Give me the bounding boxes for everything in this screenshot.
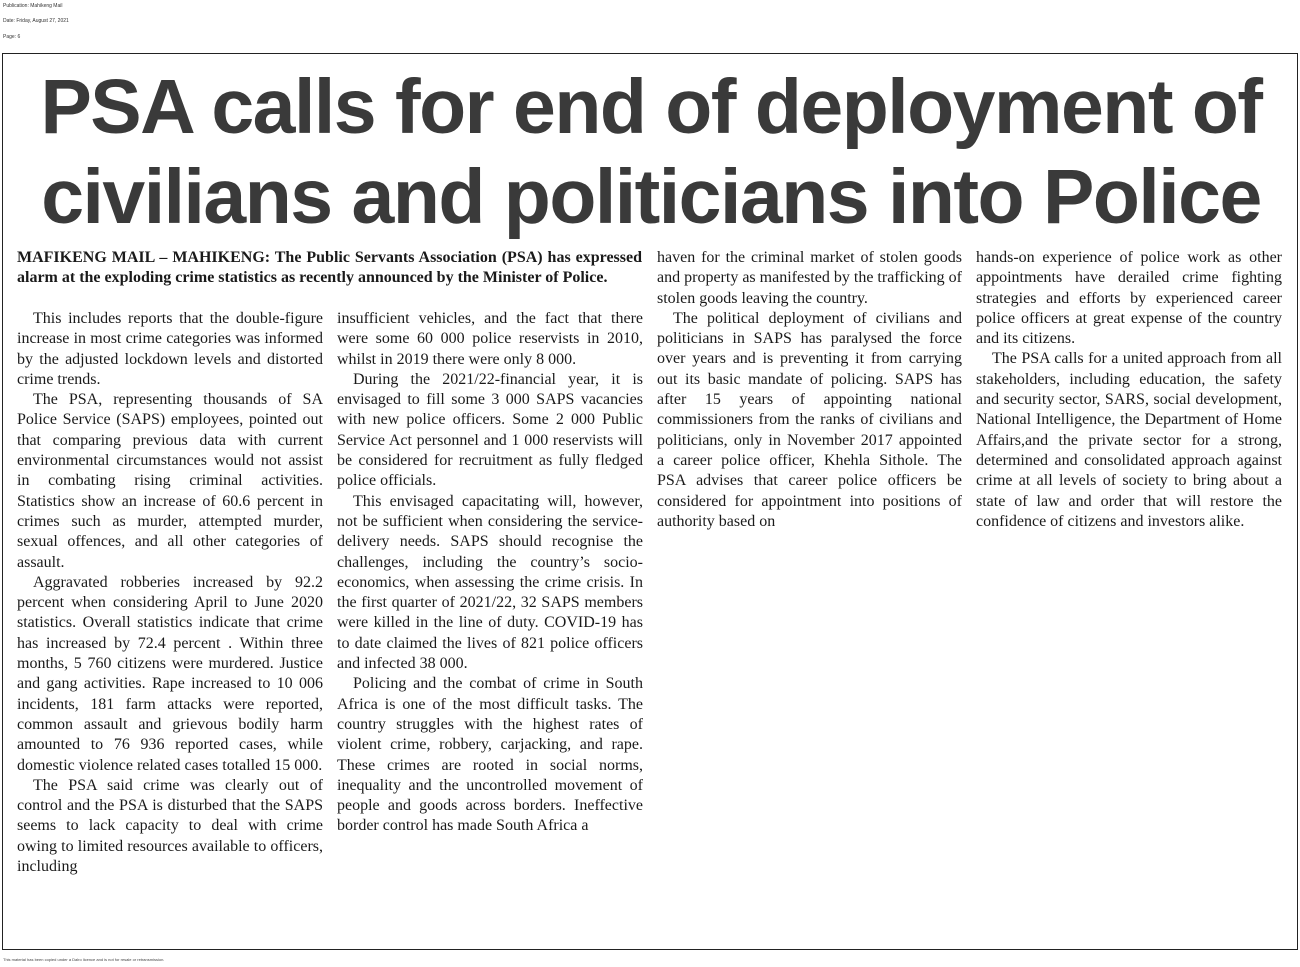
paragraph: The PSA calls for a united approach from all stakeholders, including education, the safety and security sector, SARS, social development, National Intelligence, the Department of Home Affairs,and the private sector for a strong, determined and consolidated approach against crime at all levels of society to bring about a state of law and order that will restore the confidence of citizens and investors alike. [976,350,1282,530]
paragraph: Aggravated robberies increased by 92.2 percent when considering April to June 2020 statistics. Overall statistics indicate that crime has increased by 72.4 percent . Within three months, 5 760 citizens were murdered. Justice and gang activities. Rape increased to 10 006 incidents, 181 farm attacks were reported, common assault and grievous bodily harm amounted to 76 936 reported cases, while domestic violence related cases totalled 15 000. [17,573,323,774]
column-2 [337,309,643,941]
column-3 [657,248,962,943]
article-body [17,248,1283,948]
paragraph: The PSA said crime was clearly out of control and the PSA is disturbed that the SAPS seems to lack capacity to deal with crime owing to limited resources available to officers, including [17,776,323,876]
column-1 [17,309,323,877]
publication-label: Publication: Mahikeng Mail [3,3,63,9]
paragraph-continued: haven for the criminal market of stolen goods and property as manifested by the trafficking of stolen goods leaving the country. [657,249,962,307]
paragraph: This envisaged capacitating will, however, not be sufficient when considering the service-delivery needs. SAPS should recognise the challenges, including the country’s socio-economics, when assessing the crime crisis. In the first quarter of 2021/22, 32 SAPS members were killed in the line of duty. COVID-19 has to date claimed the lives of 821 police officers and infected 38 000. [337,492,643,673]
paragraph-continued: insufficient vehicles, and the fact that there were some 60 000 police reservists in 2010, whilst in 2019 there were only 8 000. [337,310,643,368]
copyright-notice: This material has been copied under a Dalro licence and is not for resale or retransmission. [3,957,165,962]
page-label: Page: 6 [3,34,21,40]
headline-line-1: PSA calls for end of deployment of [40,64,1262,150]
paragraph: The political deployment of civilians and politicians in SAPS has paralysed the force over years and is preventing it from carrying out its basic mandate of policing. SAPS has after 15 years of appointing national commissioners from the ranks of civilians and politicians, only in November 2017 appointed a career police officer, Khehla Sithole. The PSA advises that career police officers be considered for appointment into positions of authority based on [657,309,962,530]
paragraph-continued: hands-on experience of police work as other appointments have derailed crime fighting strategies and efforts by experienced career police officers at great expense of the country and its citizens. [976,249,1282,348]
article-clipping [2,53,1298,950]
paragraph: During the 2021/22-financial year, it is envisaged to fill some 3 000 SAPS vacancies with new police officers. Some 2 000 Public Service Act personnel and 1 000 reservists will be considered for recruitment as fully fledged police officials. [337,370,643,490]
paragraph: This includes reports that the double-figure increase in most crime categories was informed by the adjusted lockdown levels and distorted crime trends. [17,310,323,388]
paragraph: The PSA, representing thousands of SA Police Service (SAPS) employees, pointed out that comparing previous data with current environmental circumstances would not assist in combating rising criminal activities. Statistics show an increase of 60.6 percent in crimes such as murder, attempted murder, sexual offences, and all other categories of assault. [17,391,323,571]
paragraph: Policing and the combat of crime in South Africa is one of the most difficult tasks. The country struggles with the highest rates of violent crime, robbery, carjacking, and rape. These crimes are rooted in social norms, inequality and the uncontrolled movement of people and goods across borders. Ineffective border control has made South Africa a [337,675,643,835]
article-lede: MAFIKENG MAIL – MAHIKENG: The Public Servants Association (PSA) has expressed alarm at the exploding crime statistics as recently announced by the Minister of Police. [17,249,642,287]
headline-line-2: civilians and politicians into Police [41,154,1261,240]
headline [11,62,1291,242]
column-4 [976,248,1282,532]
date-label: Date: Friday, August 27, 2021 [3,18,69,24]
